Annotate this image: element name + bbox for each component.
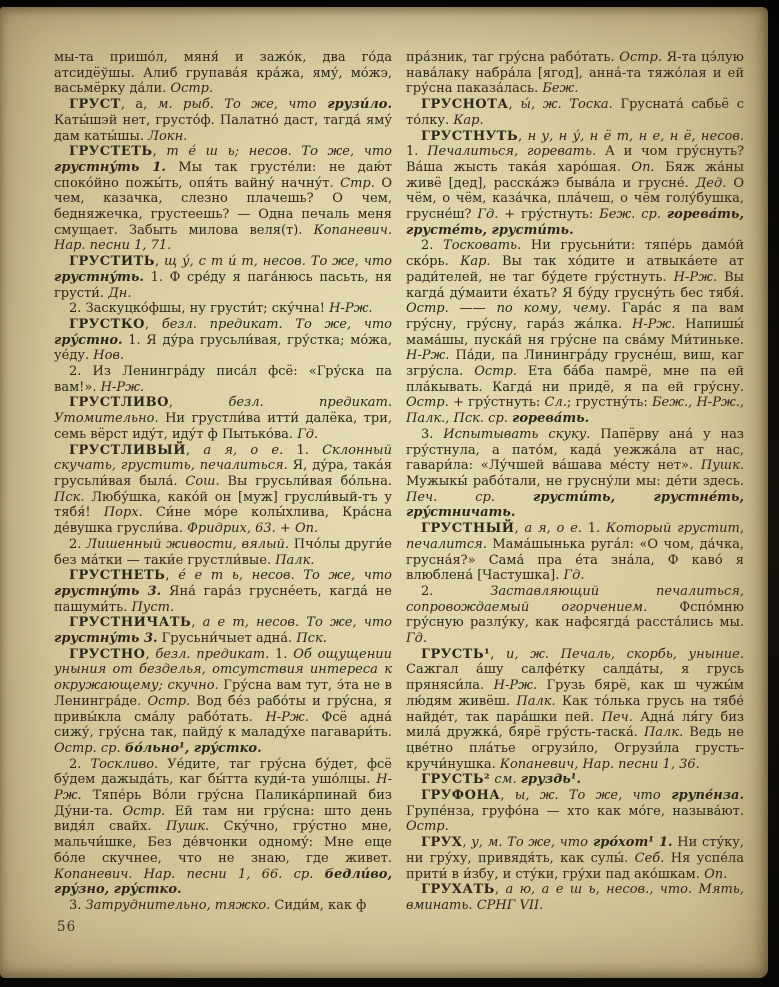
example-text: Уе́дите, таг гру́сна бу́дет, фсё бу́дем дажыда́ть, каг бы́тта куди́-та ушо́лцы. xyxy=(54,756,392,788)
label-italic: а я, о е. xyxy=(524,521,582,537)
label-italic: Фридрих, 63. xyxy=(187,521,276,537)
example-text: + xyxy=(275,521,295,537)
label-italic: Н-Рж. xyxy=(100,379,145,395)
example-text: 2. xyxy=(69,756,91,772)
headword: ГРУСТЬ² xyxy=(421,772,491,788)
example-text: Ни сту́ку, ни гру́ху, привядя́ть, как сулы́. xyxy=(406,835,744,866)
label-italic: т е́ ш ь; несов. То же, что xyxy=(166,144,392,160)
label-italic: Затруднительно, тяжко. xyxy=(85,897,271,913)
example-text: Грусната́ сабьё с то́лку. xyxy=(406,97,744,128)
example-text: Сиди́м, как ф xyxy=(270,897,367,913)
label-italic: Дн. xyxy=(108,285,132,301)
dictionary-paragraph xyxy=(54,364,392,395)
example-text: О чем, казачка, слезно плачешь? О чем, бедняжечка, грустеешь? — Одна печаль меня смущает. Забыть милова веля(т). xyxy=(54,175,392,238)
label-italic: ы, ж. То же, что xyxy=(514,788,661,804)
dictionary-paragraph xyxy=(54,50,392,97)
example-text: Любу́шка, како́й он [муж] грусли́вый-тъ у тябя́! xyxy=(54,489,392,521)
example-text: Ня успе́ла прити́ в и́збу, и сту́ки, гру́хи пад ако́шкам. xyxy=(406,850,744,882)
right-column xyxy=(406,50,744,916)
label-italic: Локн. xyxy=(148,128,188,144)
dictionary-entry xyxy=(406,835,744,882)
dictionary-paragraph xyxy=(54,537,392,568)
label-italic: Стр. xyxy=(340,175,375,191)
label-italic: безл. предикат. То же, что xyxy=(161,316,392,332)
example-text: , xyxy=(144,316,162,332)
example-text: 1. xyxy=(582,521,606,537)
headword: ГРУХ xyxy=(421,835,463,851)
label-italic: Оп. xyxy=(631,159,655,175)
reference-word: грустну́ть 3. xyxy=(54,583,162,599)
example-text: Я-та цэ́лую нава́лаку набра́ла [ягод], анна́-та тяжо́лая и ей гру́сна паказа́лась. xyxy=(406,50,744,97)
headword: ГРУСТНО xyxy=(69,646,146,662)
example-text: Вы грусьли́вая бо́льна. xyxy=(219,473,392,489)
dictionary-paragraph xyxy=(406,427,744,521)
label-italic: Остр. xyxy=(170,81,214,97)
dictionary-paragraph xyxy=(54,757,392,898)
reference-word: груздь¹. xyxy=(520,772,582,788)
label-italic: Оп. xyxy=(704,866,728,882)
label-italic: см. xyxy=(490,772,521,788)
dictionary-paragraph xyxy=(54,898,392,914)
reference-word: грустну́ть 1. xyxy=(54,159,166,175)
example-text: Вы кагда́ ду́маити е́хать? Я бу́ду грусну́ть бес тябя́. xyxy=(406,269,744,301)
dictionary-paragraph xyxy=(406,238,744,426)
example-text: Мы так грусте́ли: не даю́т споко́йно пожы́ть, опя́ть вайну́ начну́т. xyxy=(54,159,392,191)
label-italic: щ у́, с т и́ т, несов. То же, что xyxy=(164,254,392,270)
headword: ГРУСТЛИВЫЙ xyxy=(69,442,186,458)
label-italic: Н-Рж. xyxy=(673,269,718,285)
example-text: 2. Из Ленингра́ду писа́л фсё: «Гру́ска па вам!». xyxy=(54,364,392,395)
example-text: Фспо́мню гру́сную разлу́ку, как нафсягда́ расста́лись мы. xyxy=(406,599,744,631)
label-italic: безл. предикат. xyxy=(155,646,270,662)
label-italic: Порх. xyxy=(103,505,143,521)
dictionary-entry xyxy=(54,395,392,442)
label-italic: а е т, несов. То же, что xyxy=(202,615,392,631)
label-italic: Сл. xyxy=(544,395,567,411)
label-italic: Печ. ср. xyxy=(406,489,533,505)
label-italic: Который грустит, печалится. xyxy=(406,521,744,552)
example-text: Я, ду́ра, така́я грусьли́вая была́. xyxy=(54,458,392,489)
label-italic: Палк. xyxy=(275,552,315,568)
dictionary-entry xyxy=(406,882,744,913)
label-italic: Копаневич. Нар. песни 1, 71. xyxy=(54,222,392,254)
headword: ГРУСТЬ¹ xyxy=(421,646,491,662)
reference-word: грустну́ть 3. xyxy=(54,631,158,647)
headword: ГРУСТЕТЬ xyxy=(69,144,153,160)
example-text: , xyxy=(462,835,472,851)
label-italic: у, м. То же, что xyxy=(471,835,588,851)
example-text: , xyxy=(518,128,528,144)
example-text: ; грустну́ть: xyxy=(566,395,652,411)
dictionary-entry xyxy=(406,129,744,239)
label-italic: Пуст. xyxy=(131,599,175,615)
example-text: Грусьни́чыет адна́. xyxy=(157,631,297,647)
example-text: Ей там ни гру́сна: што день видя́л свайх. xyxy=(54,803,392,835)
label-italic: а ю, а е ш ь, несов., что. Мять, вминать. СРНГ VII. xyxy=(406,882,744,913)
label-italic: Об ощущении уныния от безделья, отсутствия интереса к окружающему; скучно. xyxy=(54,646,392,694)
example-text: 1. Ф сре́ду я пага́нюсь пасьть, ня грусти́. xyxy=(54,269,392,301)
label-italic: безл. предикат. Утомительно. xyxy=(54,395,392,427)
dictionary-entry xyxy=(54,647,392,757)
example-text: Ведь не цве́тно пла́тье огрузи́ло, Огрузи́ла грусть-кручи́нушка. xyxy=(406,725,744,772)
label-italic: Остр. xyxy=(474,364,517,380)
label-italic: и, ж. Печаль, скорбь, уныние. xyxy=(506,646,744,662)
label-italic: ы́, ж. Тоска. xyxy=(520,97,613,113)
example-text: Напишы́ мама́шы, пуска́й ня гру́сне па сва́му Ми́тиньке. xyxy=(406,316,744,348)
example-text: , xyxy=(186,442,204,458)
dictionary-paragraph xyxy=(406,584,744,647)
example-text: Мужыкы́ рабо́тали, не грусну́ли мы: де́ти здесь. xyxy=(406,473,744,489)
reference-word: гру́стно. xyxy=(54,332,123,348)
headword: ГРУФОНА xyxy=(421,788,501,804)
label-italic: Гд. xyxy=(297,426,319,442)
reference-word: групе́нза. xyxy=(660,788,744,804)
example-text: 2. xyxy=(69,536,87,552)
label-italic: Оп. xyxy=(294,521,319,537)
label-italic: Палк. xyxy=(516,693,556,709)
dictionary-entry xyxy=(54,568,392,615)
left-column xyxy=(54,50,392,916)
example-text: 3. xyxy=(69,897,86,913)
label-italic: н у, н у́, н ё т, н е, н ё, несов. xyxy=(527,128,744,144)
dictionary-entry xyxy=(54,317,392,364)
example-text: , xyxy=(155,254,165,270)
example-text: 1. xyxy=(283,442,323,458)
example-text: —— xyxy=(448,301,497,317)
label-italic: Гд. xyxy=(406,631,427,647)
label-italic: Беж. xyxy=(542,81,579,97)
headword: ГРУСТНУТЬ xyxy=(421,128,519,144)
example-text: Гара́с я па вам гру́сну, гру́сну, гара́з жа́лка. xyxy=(406,301,744,332)
example-text: Каты́шэй нет, грусто́ф. Палатно́ даст, тагда́ яму́ дам каты́шы. xyxy=(54,112,392,144)
reference-word: бедли́во, гру́зно, гру́стко. xyxy=(54,866,392,898)
example-text: Ни грустли́ва итти́ далёка, три, семь вёрст иду́т, иду́т ф Пытько́ва. xyxy=(54,411,392,442)
example-text: Гру́сна вам тут, э́та не в Ленингра́де. xyxy=(54,678,392,709)
example-text: Пчо́лы други́е без ма́тки — таки́е грустли́вые. xyxy=(54,536,392,568)
dictionary-paragraph xyxy=(54,301,392,317)
dictionary-entry xyxy=(54,443,392,537)
label-italic: Остр. ср. xyxy=(54,740,125,756)
example-text: О чём, о чём, каза́чка, пла́чеш, о чём голу́бушка, грусне́ш? xyxy=(406,175,744,223)
dictionary-entry xyxy=(406,647,744,773)
label-italic: Пск. xyxy=(54,489,85,505)
reference-word: горева́ть, грусте́ть, грусти́ть. xyxy=(406,207,744,238)
example-text: , xyxy=(500,788,515,804)
example-text: , а, xyxy=(120,97,158,113)
example-text: мы-та пришо́л, мяня́ и зажо́к, два го́да атсидёўшы. Алиб групава́я кра́жа, яму́, мо́жэ, васьмёрку да́ли. xyxy=(54,50,392,97)
label-italic: Беж., Н-Рж., Палк., Пск. ср. xyxy=(406,395,744,427)
headword: ГРУСТНЫЙ xyxy=(421,521,515,537)
example-text: 2. Заскуцко́фшы, ну грусти́т; ску́чна! xyxy=(69,301,330,317)
example-text: 3. xyxy=(421,426,444,442)
example-text: Па́ди, па Линингра́ду грусне́ш, виш, каг згру́сла. xyxy=(406,348,744,380)
reference-word: грустну́ть. xyxy=(54,269,144,285)
example-text: 1. Я ду́ра грусьли́вая, гру́стка; мо́жа, уе́ду. xyxy=(54,332,392,364)
dictionary-entry xyxy=(54,615,392,646)
example-text: Ета ба́ба памрё, мне па ей пла́кывать. Кагда́ ни придё, я па ей гру́сну. xyxy=(406,364,744,395)
dictionary-entry xyxy=(406,97,744,128)
example-text: А и чом гру́снуть? Ва́ша жысть така́я харо́шая. xyxy=(406,144,744,175)
label-italic: Копаневич. Нар. песни 1, 66. ср. xyxy=(54,866,325,882)
label-italic: Дед. xyxy=(695,175,727,191)
label-italic: а я, о е. xyxy=(203,442,284,458)
label-italic: Лишенный живости, вялый. xyxy=(86,536,290,552)
example-text: Как то́лька грусь на тябе́ найде́т, так пара́шки пей. xyxy=(406,693,744,725)
reference-word: бо́льно¹, гру́стко. xyxy=(124,740,262,756)
label-italic: е́ е т ь, несов. То же, что xyxy=(178,568,392,584)
dictionary-entry xyxy=(406,772,744,788)
example-text: , xyxy=(494,882,506,898)
reference-word: горева́ть. xyxy=(512,411,590,427)
headword: ГРУСТКО xyxy=(69,316,145,332)
dictionary-entry xyxy=(54,97,392,144)
dictionary-entry xyxy=(406,521,744,584)
example-text: Вы так хо́дите и атвыка́ете ат ради́телей, не таг бу́дете гру́стнуть. xyxy=(406,254,744,285)
label-italic: Остр. xyxy=(147,693,191,709)
page-number: 56 xyxy=(57,919,77,935)
label-italic: по кому, чему. xyxy=(496,301,611,317)
example-text: Яна́ гара́з грусне́еть, кагда́ не пашуми́ть. xyxy=(54,583,392,615)
label-italic: Кар. xyxy=(453,112,484,128)
example-text: 2. xyxy=(421,583,491,599)
label-italic: Остр. xyxy=(406,301,449,317)
example-text: Фсё адна́ сижу́, гру́сна так, пайду́ к маладу́хе пагавари́ть. xyxy=(54,709,392,741)
label-italic: Пушк. xyxy=(700,458,744,474)
label-italic: Пск. xyxy=(296,631,327,647)
headword: ГРУСТНИЧАТЬ xyxy=(69,615,192,631)
label-italic: Печалиться, горевать. xyxy=(427,144,597,160)
example-text: 2. xyxy=(421,238,444,254)
reference-word: грузи́ло. xyxy=(316,97,392,113)
label-italic: Склонный скучать, грустить, печалиться. xyxy=(54,442,392,474)
label-italic: Нов. xyxy=(93,348,125,364)
headword: ГРУСНОТА xyxy=(421,97,509,113)
label-italic: Тоскливо. xyxy=(90,756,159,772)
example-text: , xyxy=(490,646,506,662)
label-italic: Остр. xyxy=(619,50,663,65)
label-italic: Себ. xyxy=(634,850,665,866)
example-text: Грузь бярё, как ш чужы́м лю́дям живёш. xyxy=(406,678,744,709)
example-text: , xyxy=(191,615,203,631)
paper-sheet xyxy=(0,7,768,978)
dictionary-entry xyxy=(54,254,392,301)
example-text: + гру́стнуть: xyxy=(448,395,545,411)
example-text: Вод бе́з рабо́ты и гру́сна, я привы́кла сма́лу рабо́тать. xyxy=(54,693,392,725)
label-italic: м. рыб. То же, что xyxy=(157,97,317,113)
headword: ГРУСТ xyxy=(69,97,121,113)
example-text: Ску́чно, гру́стно мне, мальчи́шке, Без де́вчонки одному́: Мне еще бо́ле скучнее, что не знаю, где живет. xyxy=(54,819,392,866)
example-text: Мама́шынька руга́л: «О чом, да́чка, грусна́я?» Сама́ пра е́та зна́ла, Ф каво́ я влюблена́ [Частушка]. xyxy=(406,536,744,584)
label-italic: Н-Рж. xyxy=(631,316,676,332)
example-text: Тяпе́рь Во́ли гру́сна Палика́рпинай биз Ду́ни-та. xyxy=(54,788,392,819)
label-italic: Н-Рж. xyxy=(329,301,373,317)
headword: ГРУСТНЕТЬ xyxy=(69,568,166,584)
label-italic: Гд. xyxy=(563,568,585,584)
example-text: Си́не мо́ре колы́хлива, Кра́сна де́вушка грусли́ва. xyxy=(54,505,392,537)
example-text: Групе́нза, груфо́на — хто как мо́ге, называ́ют. xyxy=(406,803,744,819)
example-text: , xyxy=(145,646,156,662)
dictionary-text-block xyxy=(54,50,744,916)
example-text: , xyxy=(168,395,229,411)
example-text: , xyxy=(152,144,167,160)
headword: ГРУХАТЬ xyxy=(421,882,495,898)
label-italic: Гд. xyxy=(477,207,499,223)
example-text: Ни грусьни́ти: тяпе́рь дамо́й ско́рь. xyxy=(406,238,744,270)
label-italic: Беж. ср. xyxy=(599,207,667,223)
label-italic: Н-Рж. xyxy=(406,348,450,364)
example-text: , xyxy=(514,521,525,537)
example-text: , xyxy=(165,568,179,584)
label-italic: Кар. xyxy=(460,254,491,270)
dictionary-paragraph xyxy=(406,50,744,97)
example-text: Адна́ ля́гу биз мила́ дружка́, бярё гру́сть-таска́. xyxy=(406,709,744,741)
example-text: , xyxy=(508,97,521,113)
label-italic: Тосковать. xyxy=(443,238,522,254)
label-italic: Остр. xyxy=(406,819,449,835)
label-italic: Палк. xyxy=(643,725,684,741)
dictionary-entry xyxy=(54,144,392,254)
label-italic: Остр. xyxy=(122,803,166,819)
label-italic: Заставляющий печалиться, сопровождаемый огорчением. xyxy=(406,583,744,615)
label-italic: Н-Рж. xyxy=(265,709,309,725)
label-italic: Пушк. xyxy=(166,819,210,835)
reference-word: грусти́ть, грустне́ть, гру́стничать. xyxy=(406,489,744,521)
headword: ГРУСТЛИВО xyxy=(69,395,169,411)
example-text: 1. xyxy=(406,144,428,160)
example-text: Бяж жа́ны живё [дед], расска́жэ быва́ла и грусне́. xyxy=(406,159,744,191)
label-italic: Испытывать скуку. xyxy=(443,426,591,442)
label-italic: Н-Рж. xyxy=(54,772,392,804)
example-text: 1. xyxy=(269,646,294,662)
example-text: пра́зник, таг гру́сна рабо́тать. xyxy=(406,50,620,65)
label-italic: Сош. xyxy=(185,473,220,489)
label-italic: Остр. xyxy=(406,395,449,411)
example-text: Сажгал а́шу салфе́тку салда́ты, я грусь пряняси́ла. xyxy=(406,662,744,694)
label-italic: Копаневич, Нар. песни 1, 36. xyxy=(499,756,700,772)
label-italic: Н-Рж. xyxy=(493,678,537,694)
reference-word: гро́хот¹ 1. xyxy=(587,835,673,851)
example-text: + гру́стнуть: xyxy=(498,207,600,223)
label-italic: Печ. xyxy=(601,709,633,725)
dictionary-entry xyxy=(406,788,744,835)
example-text: Папёрву ана́ у наз гру́стнула, а пато́м, када́ уежжа́ла ат нас, гавари́ла: «Лу́чшей ва́шава ме́сту нет». xyxy=(406,426,744,474)
headword: ГРУСТИТЬ xyxy=(69,254,156,270)
